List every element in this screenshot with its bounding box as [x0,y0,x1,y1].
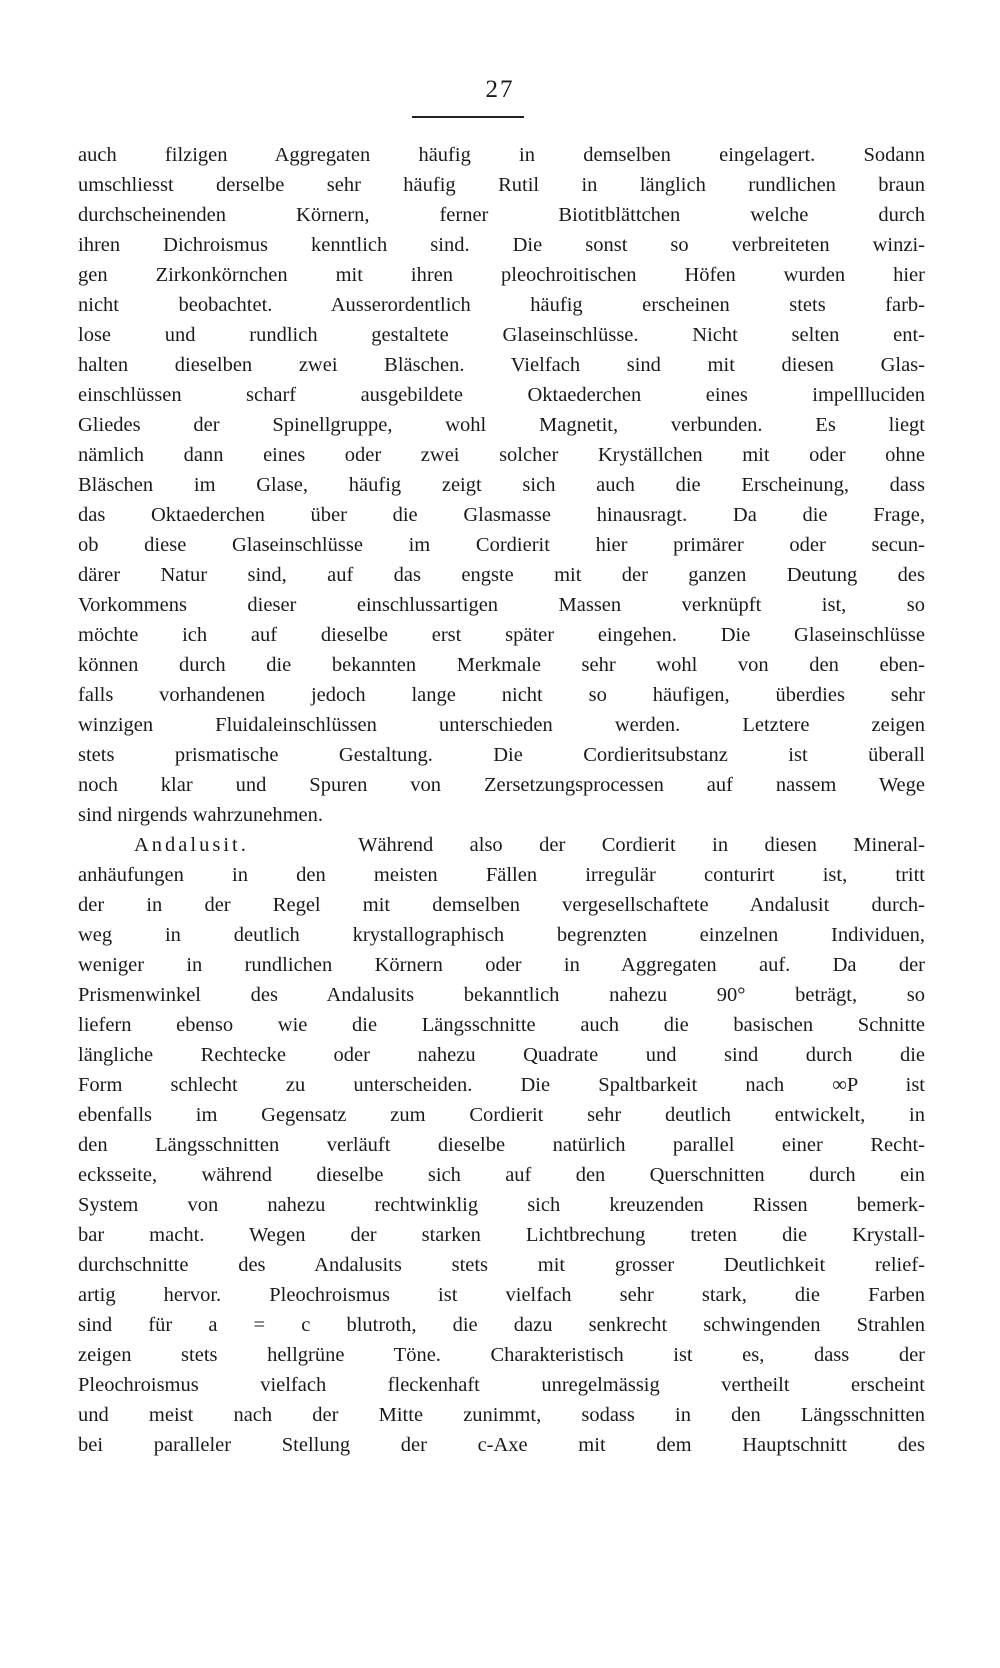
text-line: Form schlecht zu unterscheiden. Die Spaltbarkeit nach ∞P ist [78,1074,925,1096]
text-line: ebenfalls im Gegensatz zum Cordierit sehr deutlich entwickelt, in [78,1104,925,1126]
text-line: weniger in rundlichen Körnern oder in Aggregaten auf. Da der [78,954,925,976]
text-line-fragment: Während also der Cordierit in diesen Mineral- [358,834,925,856]
text-line: Prismenwinkel des Andalusits bekanntlich nahezu 90° beträgt, so [78,984,925,1006]
text-line: möchte ich auf dieselbe erst später eingehen. Die Glaseinschlüsse [78,624,925,646]
section-heading: Andalusit. [134,834,249,856]
page-number: 27 [485,76,515,103]
text-line: halten dieselben zwei Bläschen. Vielfach sind mit diesen Glas- [78,354,925,376]
text-line: umschliesst derselbe sehr häufig Rutil in länglich rundlichen braun [78,174,925,196]
text-line: ihren Dichroismus kenntlich sind. Die sonst so verbreiteten winzi- [78,234,925,256]
header-rule [412,116,524,118]
text-line: und meist nach der Mitte zunimmt, sodass in den Längsschnitten [78,1404,925,1426]
body-text [78,140,925,1460]
text-line: längliche Rechtecke oder nahezu Quadrate und sind durch die [78,1044,925,1066]
text-line: sind nirgends wahrzunehmen. [78,804,323,826]
text-line: der in der Regel mit demselben vergesellschaftete Andalusit durch- [78,894,925,916]
text-line: anhäufungen in den meisten Fällen irregulär conturirt ist, tritt [78,864,925,886]
text-line: Gliedes der Spinellgruppe, wohl Magnetit, verbunden. Es liegt [78,414,925,436]
text-line: das Oktaederchen über die Glasmasse hinausragt. Da die Frage, [78,504,925,526]
text-line: bar macht. Wegen der starken Lichtbrechung treten die Krystall- [78,1224,925,1246]
text-line: Vorkommens dieser einschlussartigen Massen verknüpft ist, so [78,594,925,616]
text-line: ob diese Glaseinschlüsse im Cordierit hier primärer oder secun- [78,534,925,556]
text-line: können durch die bekannten Merkmale sehr wohl von den eben- [78,654,925,676]
text-line: falls vorhandenen jedoch lange nicht so häufigen, überdies sehr [78,684,925,706]
text-line: System von nahezu rechtwinklig sich kreuzenden Rissen bemerk- [78,1194,925,1216]
text-line: artig hervor. Pleochroismus ist vielfach sehr stark, die Farben [78,1284,925,1306]
text-line: durchscheinenden Körnern, ferner Biotitblättchen welche durch [78,204,925,226]
text-line: liefern ebenso wie die Längsschnitte auch die basischen Schnitte [78,1014,925,1036]
text-line: lose und rundlich gestaltete Glaseinschlüsse. Nicht selten ent- [78,324,925,346]
text-line: sind für a = c blutroth, die dazu senkrecht schwingenden Strahlen [78,1314,925,1336]
text-line: gen Zirkonkörnchen mit ihren pleochroitischen Höfen wurden hier [78,264,925,286]
text-line: stets prismatische Gestaltung. Die Cordieritsubstanz ist überall [78,744,925,766]
text-line: winzigen Fluidaleinschlüssen unterschieden werden. Letztere zeigen [78,714,925,736]
text-line: durchschnitte des Andalusits stets mit grosser Deutlichkeit relief- [78,1254,925,1276]
text-line: zeigen stets hellgrüne Töne. Charakteristisch ist es, dass der [78,1344,925,1366]
paragraph-first-line [78,830,925,860]
text-line: bei paralleler Stellung der c-Axe mit dem Hauptschnitt des [78,1434,925,1456]
text-line: ecksseite, während dieselbe sich auf den Querschnitten durch ein [78,1164,925,1186]
paragraph-2 [78,830,925,1460]
text-line: auch filzigen Aggregaten häufig in demselben eingelagert. Sodann [78,144,925,166]
text-line: Pleochroismus vielfach fleckenhaft unregelmässig vertheilt erscheint [78,1374,925,1396]
text-line: Bläschen im Glase, häufig zeigt sich auch die Erscheinung, dass [78,474,925,496]
text-line: nicht beobachtet. Ausserordentlich häufig erscheinen stets farb- [78,294,925,316]
text-line: nämlich dann eines oder zwei solcher Kryställchen mit oder ohne [78,444,925,466]
text-line: därer Natur sind, auf das engste mit der ganzen Deutung des [78,564,925,586]
text-line: einschlüssen scharf ausgebildete Oktaederchen eines impellluciden [78,384,925,406]
paragraph-1 [78,140,925,830]
text-line: noch klar und Spuren von Zersetzungsprocessen auf nassem Wege [78,774,925,796]
text-line: weg in deutlich krystallographisch begrenzten einzelnen Individuen, [78,924,925,946]
text-line: den Längsschnitten verläuft dieselbe natürlich parallel einer Recht- [78,1134,925,1156]
